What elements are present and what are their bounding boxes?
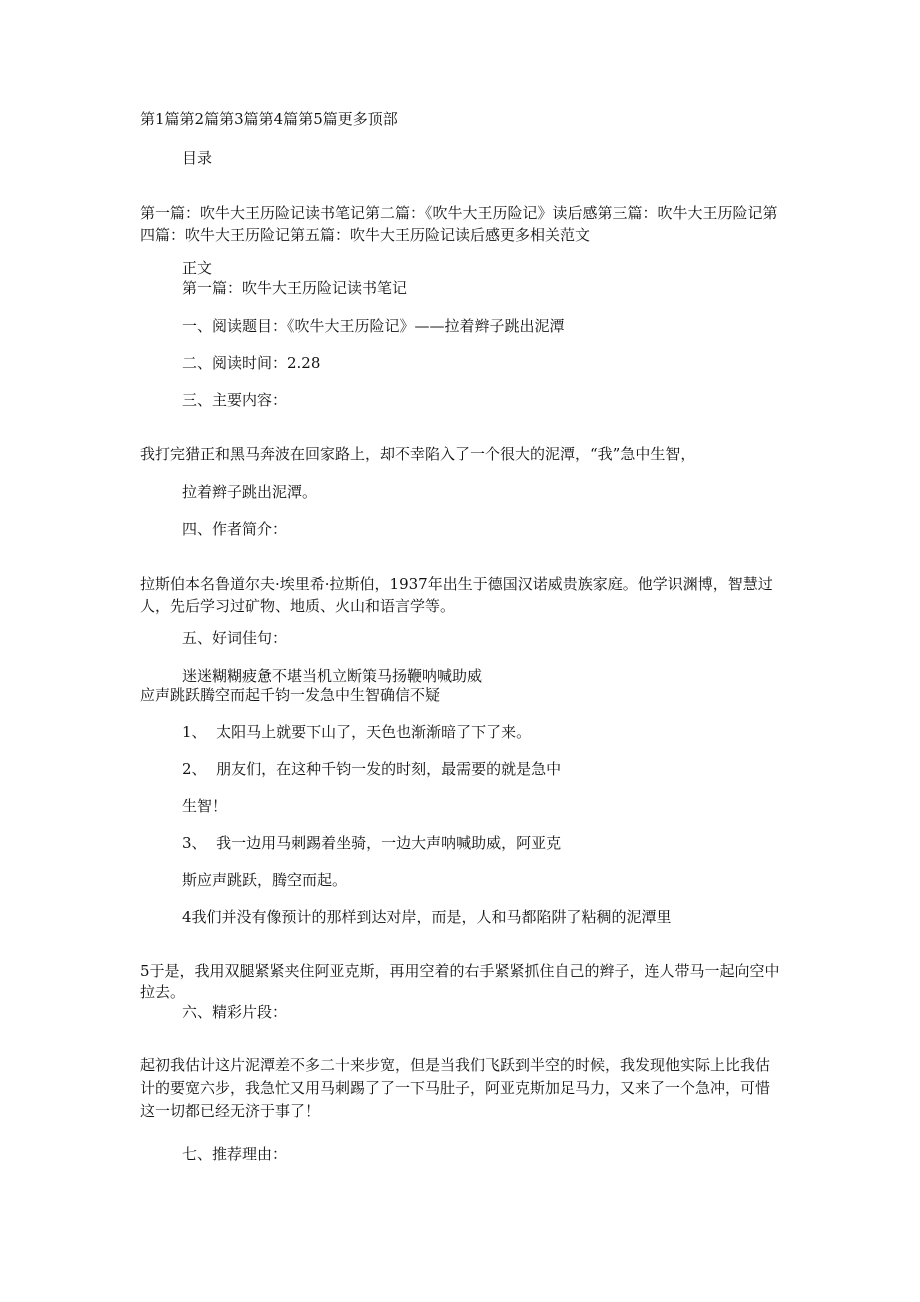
phrases-line-2: 应声跳跃腾空而起千钧一发急中生智确信不疑 [140, 686, 441, 704]
nav-link-part-1[interactable]: 第1篇 [140, 110, 180, 128]
nav-link-part-5[interactable]: 第5篇 [298, 110, 338, 128]
sentence-4: 4我们并没有像预计的那样到达对岸，而是，人和马都陷阱了粘稠的泥潭里 [182, 908, 672, 926]
sentence-5: 5于是，我用双腿紧紧夹住阿亚克斯，再用空着的右手紧紧抓住自己的辫子，连人带马一起向空中拉去。 [140, 962, 780, 1001]
phrases-line-1: 迷迷糊糊疲惫不堪当机立断策马扬鞭呐喊助威 [182, 667, 483, 685]
body-heading: 正文 [182, 259, 213, 277]
sentence-2b: 生智！ [182, 797, 228, 815]
article-title: 第一篇：吹牛大王历险记读书笔记 [182, 279, 408, 297]
author-label: 四、作者简介： [182, 520, 288, 538]
excerpt-label: 六、精彩片段： [182, 1003, 288, 1021]
reading-time: 二、阅读时间：2.28 [182, 354, 321, 372]
nav-link-part-2[interactable]: 第2篇 [179, 110, 220, 128]
main-content-text-2: 拉着辫子跳出泥潭。 [182, 483, 318, 501]
sentence-2a: 2、 朋友们，在这种千钧一发的时刻，最需要的就是急中 [182, 760, 562, 778]
toc-text[interactable]: 第一篇：吹牛大王历险记读书笔记第二篇：《吹牛大王历险记》读后感第三篇：吹牛大王历险记第四篇：吹牛大王历险记第五篇：吹牛大王历险记读后感更多相关范文 [140, 204, 778, 244]
main-content-label: 三、主要内容： [182, 391, 288, 409]
sentence-3a: 3、 我一边用马刺踢着坐骑，一边大声呐喊助威，阿亚克 [182, 834, 562, 852]
excerpt-text: 起初我估计这片泥潭差不多二十来步宽，但是当我们飞跃到半空的时候，我发现他实际上比我估计的要宽六步，我急忙又用马刺踢了了一下马肚子，阿亚克斯加足马力，又来了一个急冲，可惜这一切都已经无济于事了！ [140, 1056, 771, 1120]
nav-link-more[interactable]: 更多 [337, 110, 368, 128]
author-text: 拉斯伯本名鲁道尔夫·埃里希·拉斯伯，1937年出生于德国汉诺威贵族家庭。他学识渊博，智慧过人，先后学习过矿物、地质、火山和语言学等。 [140, 575, 773, 615]
nav-link-top[interactable]: 顶部 [367, 110, 398, 128]
sentence-1: 1、 太阳马上就要下山了，天色也渐渐暗了下了来。 [182, 723, 532, 741]
recommend-label: 七、推荐理由： [182, 1145, 288, 1163]
main-content-text-1: 我打完猎正和黑马奔波在回家路上，却不幸陷入了一个很大的泥潭，“我”急中生智， [140, 445, 696, 463]
reading-title: 一、阅读题目：《吹牛大王历险记》——拉着辫子跳出泥潭 [182, 317, 565, 335]
nav-link-part-3[interactable]: 第3篇 [219, 110, 259, 128]
nav-bar [140, 109, 790, 129]
phrases-label: 五、好词佳句： [182, 629, 288, 647]
toc-heading: 目录 [182, 149, 213, 167]
sentence-3b: 斯应声跳跃，腾空而起。 [182, 871, 348, 889]
nav-link-part-4[interactable]: 第4篇 [258, 110, 299, 128]
